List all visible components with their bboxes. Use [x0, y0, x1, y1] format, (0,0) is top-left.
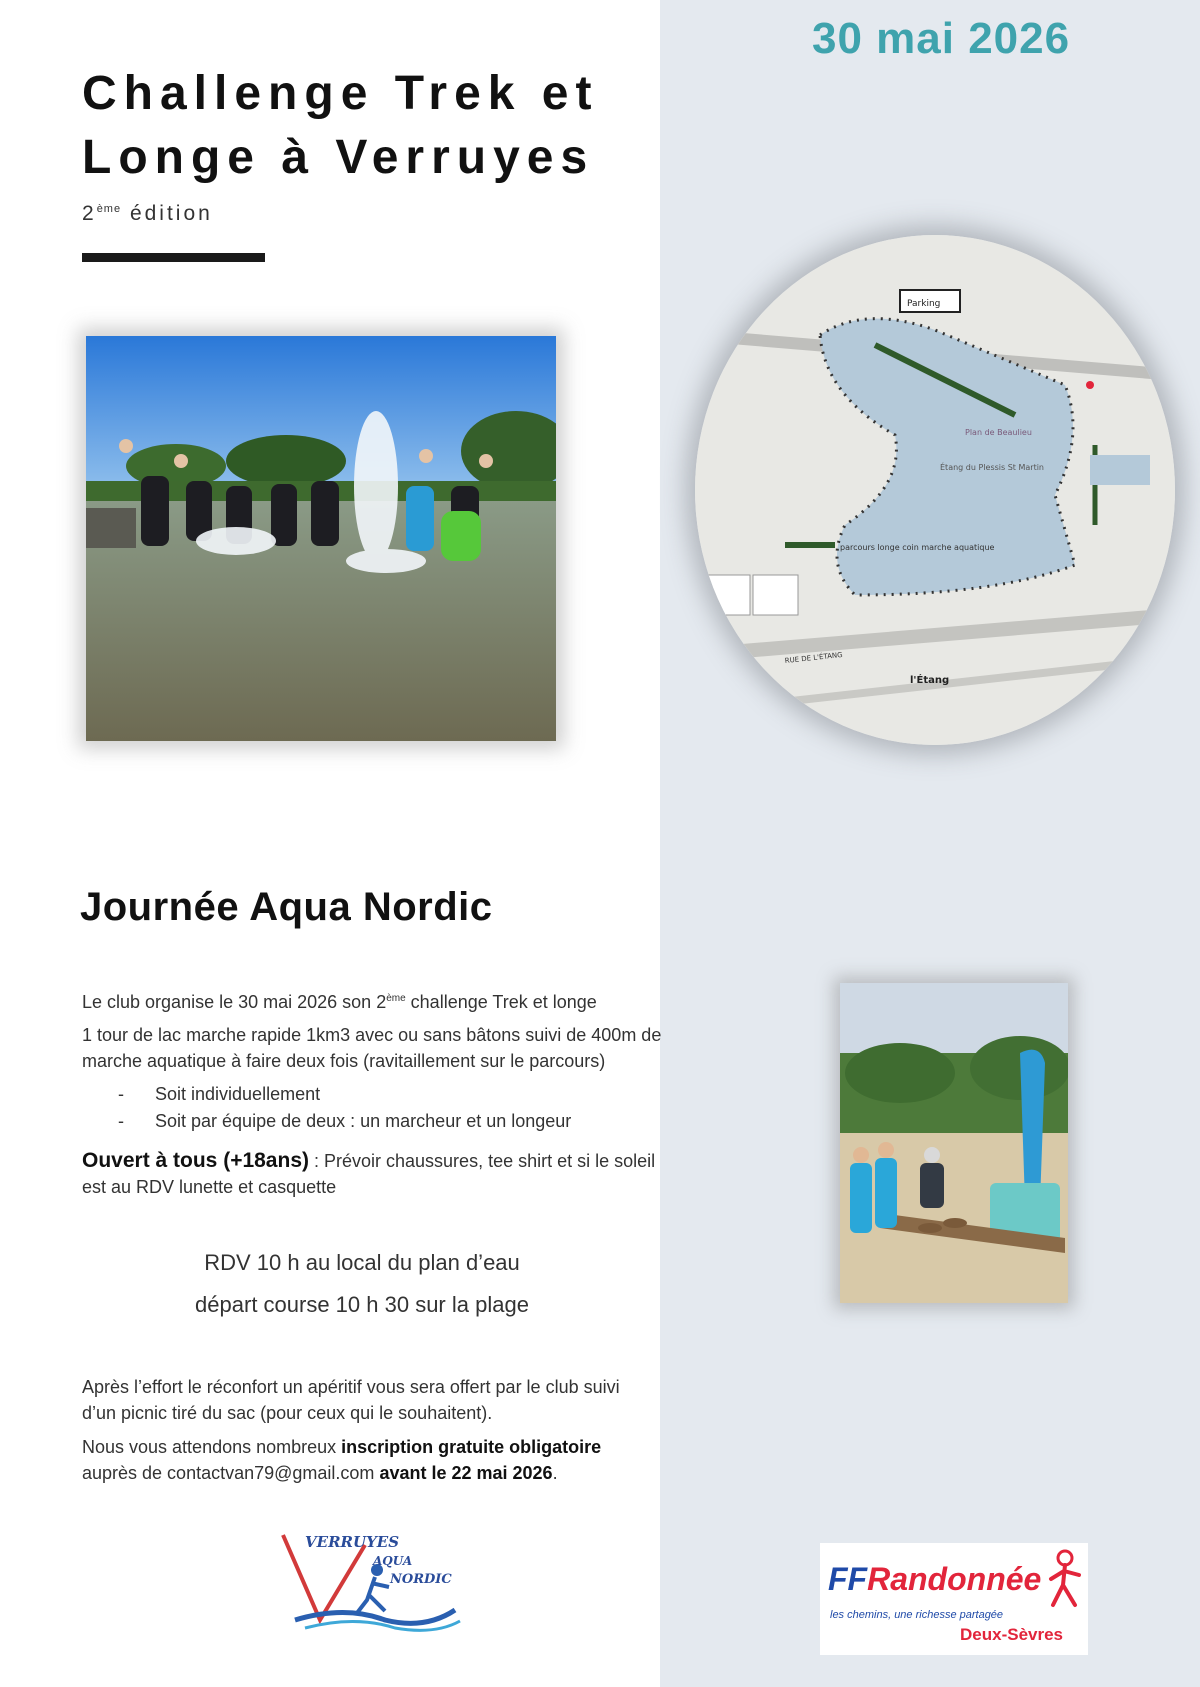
p2-line-2: marche aquatique à faire deux fois (ravitaillement sur le parcours): [82, 1051, 606, 1071]
photo-lake-splash: [86, 336, 556, 741]
period: .: [552, 1463, 558, 1483]
map-label-etang: Étang du Plessis St Martin: [940, 463, 1044, 472]
map-label-plan: Plan de Beaulieu: [965, 428, 1032, 437]
open-rest-text: : Prévoir chaussures, tee shirt et si le soleil: [309, 1151, 656, 1171]
contact-email[interactable]: auprès de contactvan79@gmail.com: [82, 1463, 380, 1483]
map-label-parcours: parcours longe coin marche aquatique: [840, 543, 995, 552]
paragraph-course: [82, 1022, 762, 1074]
wait-text: Nous vous attendons nombreux: [82, 1437, 342, 1457]
section-title: Journée Aqua Nordic: [80, 885, 493, 929]
title-underline: [82, 253, 265, 262]
ffr-ff: FF: [828, 1561, 868, 1597]
paragraph-aperitif: [82, 1374, 762, 1426]
open-line-2: est au RDV lunette et casquette: [82, 1177, 337, 1197]
p1-sup: ème: [386, 993, 406, 1004]
ffr-wordmark: [828, 1561, 1041, 1598]
p1-text-b: challenge Trek et longe: [405, 992, 597, 1012]
registration-deadline: avant le 22 mai 2026: [379, 1463, 553, 1483]
edition-number: 2: [82, 202, 97, 225]
map-label-parking: Parking: [907, 299, 941, 309]
bullet-item-1: - Soit individuellement: [118, 1084, 321, 1104]
course-map: [695, 235, 1175, 745]
edition-word: édition: [129, 202, 213, 225]
registration-required: inscription gratuite obligatoire: [341, 1437, 602, 1457]
bullet-2-text: Soit par équipe de deux : un marcheur et un longeur: [155, 1111, 572, 1131]
edition-suffix: ème: [96, 203, 122, 215]
logo-verruyes-text: VERRUYES: [305, 1533, 400, 1551]
bullet-item-2: - Soit par équipe de deux : un marcheur et un longeur: [118, 1111, 572, 1131]
logo-aqua-text: AQUA: [373, 1554, 413, 1568]
rdv-time: RDV 10 h au local du plan d’eau: [204, 1250, 520, 1275]
after-line-1: Après l’effort le réconfort un apéritif vous sera offert par le club suivi: [82, 1377, 620, 1397]
edition-label: [82, 202, 213, 226]
page-title: [82, 62, 702, 190]
map-label-rue: RUE DE L'ÉTANG: [784, 650, 844, 665]
photo-beach-table: [840, 983, 1068, 1303]
ffr-region: Deux-Sèvres: [960, 1625, 1064, 1644]
paragraph-organise: [82, 986, 762, 1015]
logo-nordic-text: NORDIC: [390, 1572, 452, 1587]
title-line-1: Challenge Trek et: [82, 67, 599, 120]
bullet-1-text: Soit individuellement: [155, 1084, 321, 1104]
after-line-2: d’un picnic tiré du sac (pour ceux qui le souhaitent).: [82, 1403, 493, 1423]
race-start-time: départ course 10 h 30 sur la plage: [195, 1292, 529, 1317]
verruyes-aqua-nordic-logo: [275, 1525, 475, 1635]
paragraph-open: [82, 1148, 762, 1200]
ffr-tagline: les chemins, une richesse partagée: [830, 1609, 1004, 1621]
p2-line-1: 1 tour de lac marche rapide 1km3 avec ou sans bâtons suivi de 400m de: [82, 1025, 662, 1045]
ffr-randonnee: Randonnée: [867, 1561, 1042, 1597]
course-map-illustration: [695, 235, 1175, 745]
open-to-all: Ouvert à tous (+18ans): [82, 1149, 309, 1172]
hiker-icon: [1045, 1549, 1085, 1609]
title-line-2: Longe à Verruyes: [82, 131, 595, 184]
lake-splash-illustration: [86, 336, 556, 741]
map-label-letang: l'Étang: [910, 675, 950, 686]
paragraph-registration: [82, 1434, 762, 1486]
aqua-nordic-logo-graphic: [275, 1525, 475, 1635]
ffrandonnee-logo: [820, 1543, 1088, 1655]
beach-table-illustration: [840, 983, 1068, 1303]
event-date: 30 mai 2026: [812, 14, 1071, 63]
p1-text-a: Le club organise le 30 mai 2026 son 2: [82, 992, 387, 1012]
